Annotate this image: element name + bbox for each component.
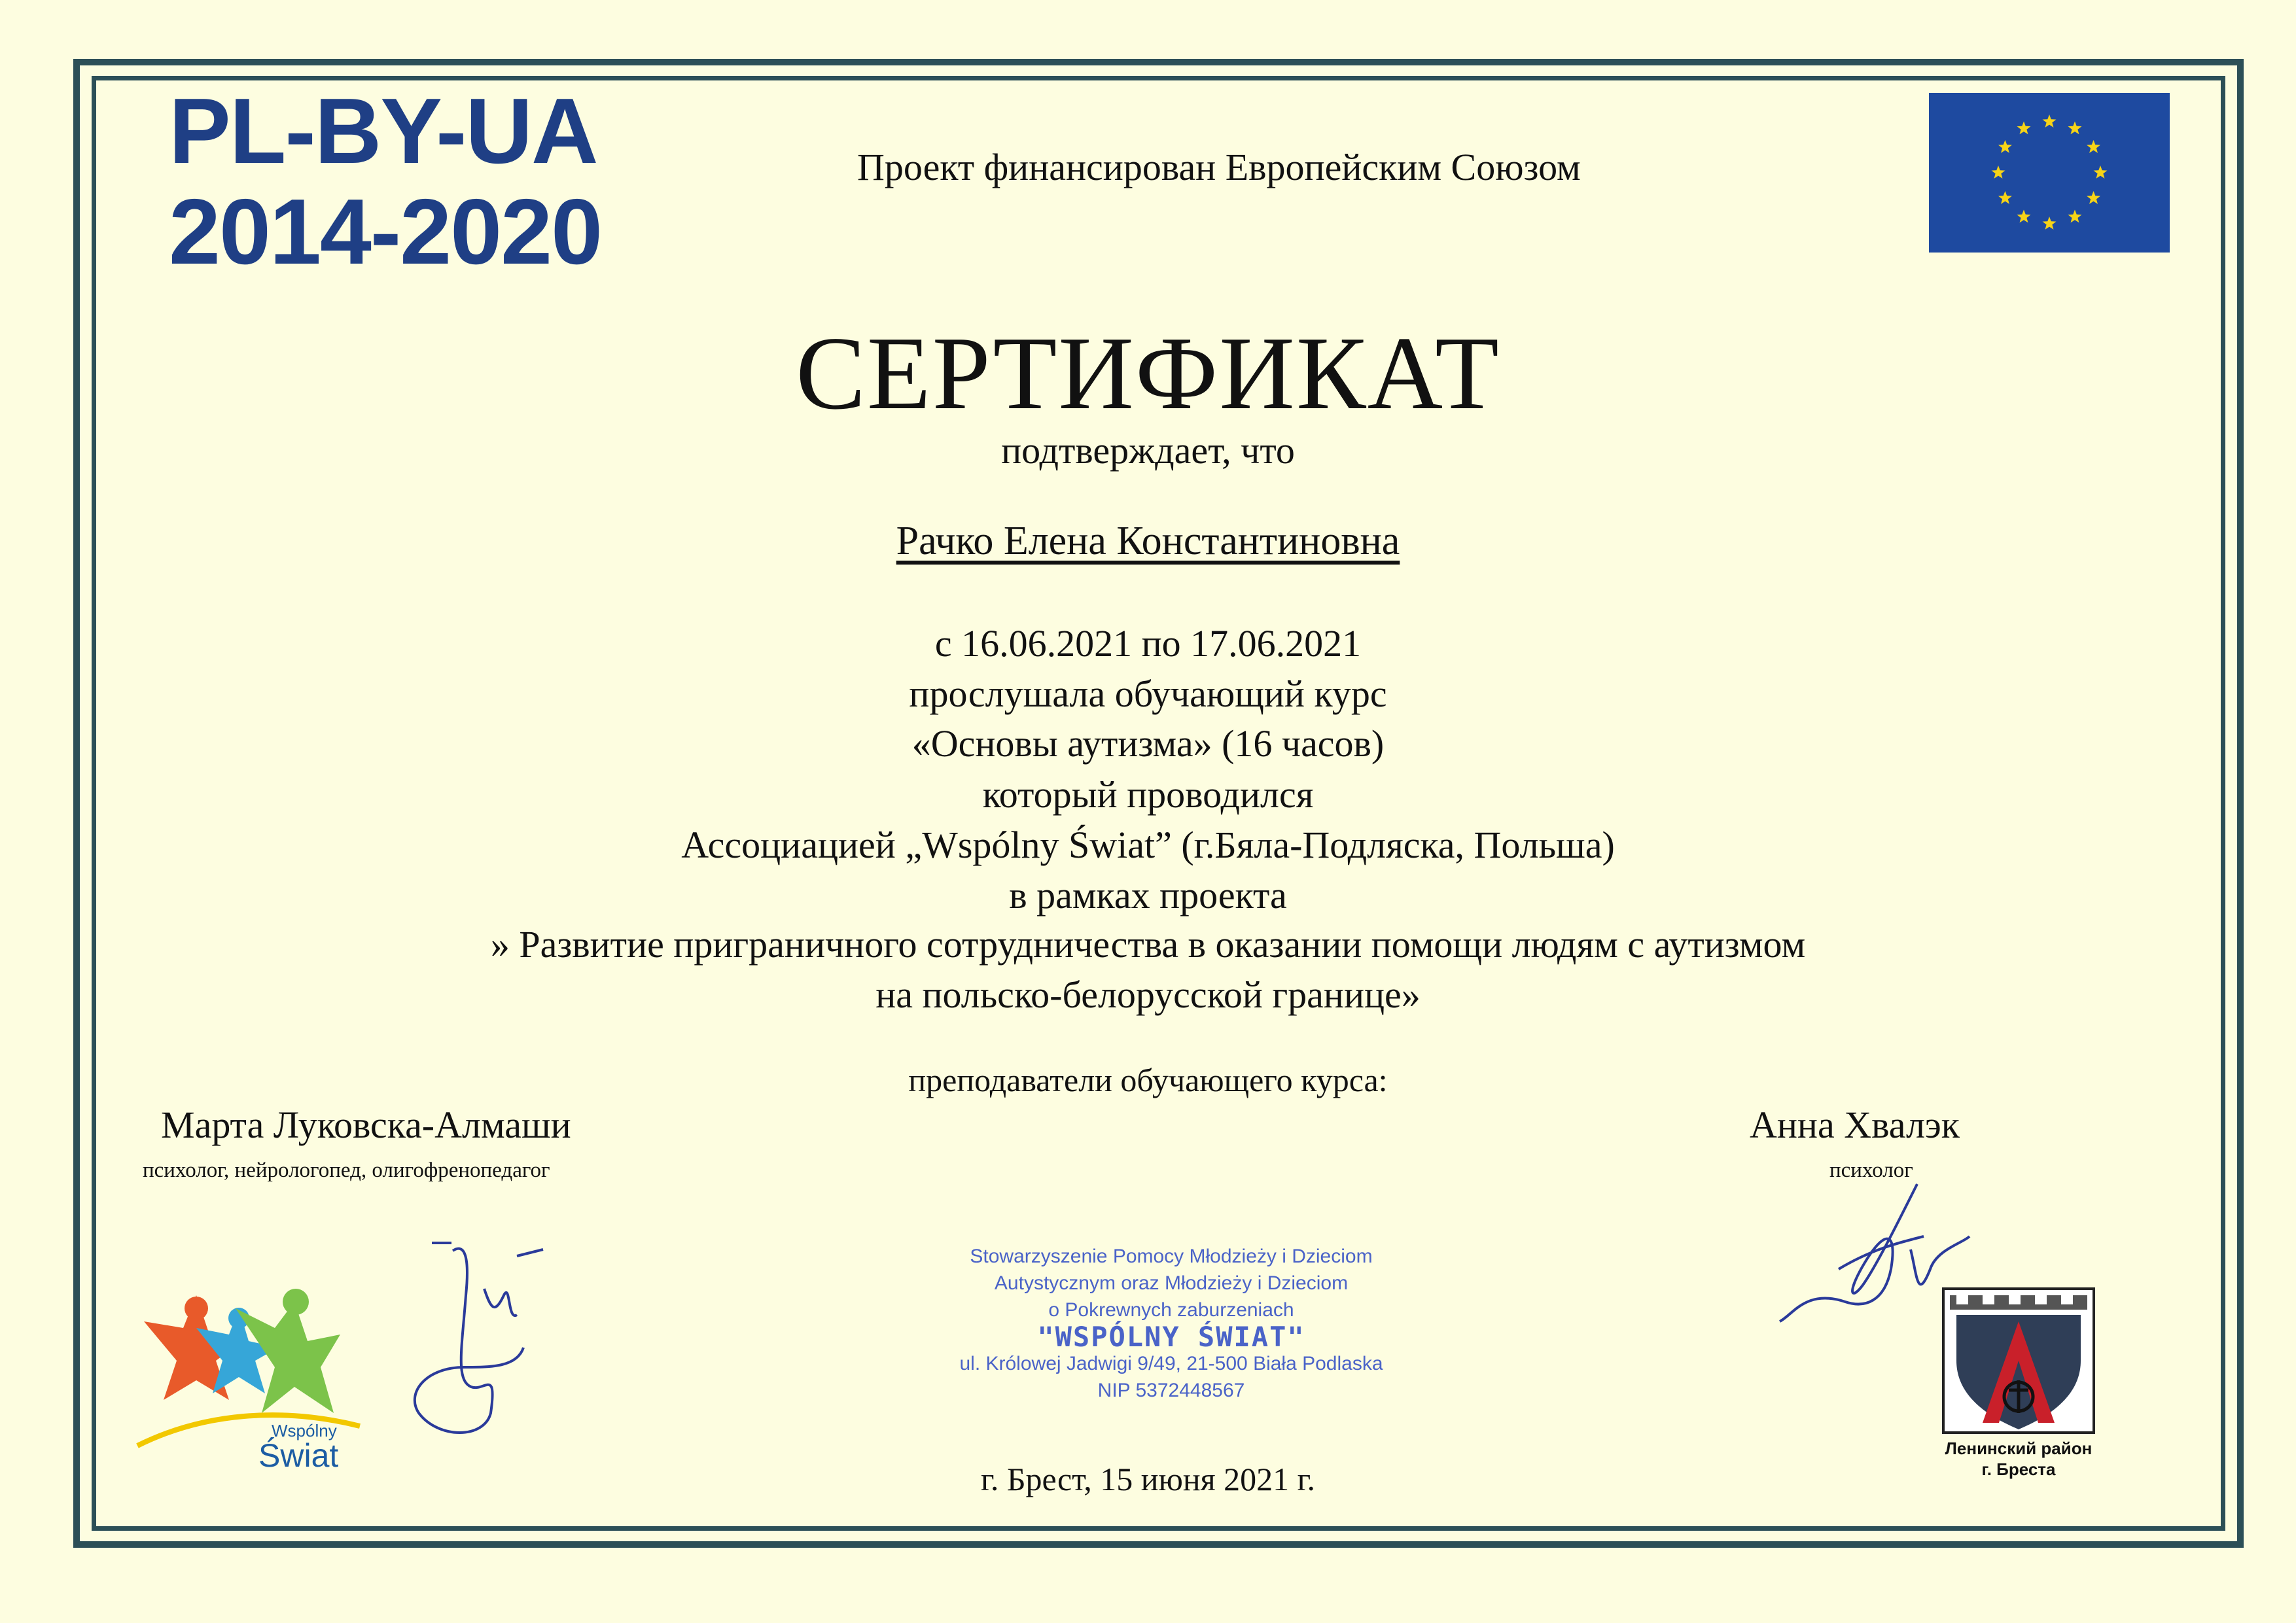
body-line: прослушала обучающий курс bbox=[909, 672, 1387, 715]
body-line: Ассоциацией „Wspólny Świat” (г.Бяла-Подляска, Польша) bbox=[681, 824, 1615, 866]
teacher-right-name: Анна Хвалэк bbox=[1750, 1104, 1960, 1146]
body-line: в рамках проекта bbox=[1009, 874, 1287, 916]
eu-star-icon bbox=[2017, 122, 2031, 135]
eu-star-icon bbox=[1998, 140, 2012, 153]
stamp-line: o Pokrewnych zaburzeniach bbox=[1048, 1299, 1294, 1321]
logo-line-1: PL-BY-UA bbox=[169, 79, 597, 183]
district-caption bbox=[1937, 1438, 2100, 1480]
funded-note: Проект финансирован Европейским Союзом bbox=[857, 146, 1581, 188]
stamp-address: ul. Królowej Jadwigi 9/49, 21-500 Biała Podlaska bbox=[959, 1353, 1383, 1374]
stamp-line: Stowarzyszenie Pomocy Młodzieży i Dzieciom bbox=[970, 1246, 1373, 1267]
eu-star-icon bbox=[2043, 217, 2057, 230]
eu-star-icon bbox=[2017, 210, 2031, 223]
recipient-name: Рачко Елена Константиновна bbox=[896, 519, 1400, 563]
signature-left-icon bbox=[393, 1217, 563, 1452]
confirms-text: подтверждает, что bbox=[1001, 429, 1295, 472]
district-emblem-icon bbox=[1937, 1282, 2100, 1439]
body-line: на польско-белорусской границе» bbox=[875, 973, 1421, 1016]
eu-star-icon bbox=[2043, 114, 2057, 128]
logo-line-2: 2014-2020 bbox=[169, 180, 602, 284]
body-line: «Основы аутизма» (16 часов) bbox=[911, 722, 1385, 765]
teachers-label: преподаватели обучающего курса: bbox=[908, 1062, 1388, 1098]
stamp-org: "WSPÓLNY ŚWIAT" bbox=[1037, 1321, 1305, 1353]
body-line: который проводился bbox=[982, 773, 1314, 816]
district-caption-line: Ленинский район bbox=[1945, 1439, 2093, 1458]
eu-star-icon bbox=[2087, 140, 2100, 153]
place-date: г. Брест, 15 июня 2021 г. bbox=[980, 1461, 1316, 1497]
stamp-nip: NIP 5372448567 bbox=[1097, 1380, 1245, 1401]
stamp-line: Autystycznym oraz Młodzieży i Dzieciom bbox=[994, 1272, 1349, 1294]
eu-star-icon bbox=[2087, 191, 2100, 204]
teacher-right-role: психолог bbox=[1829, 1159, 1913, 1182]
eu-star-icon bbox=[2068, 122, 2082, 135]
district-caption-line: г. Бреста bbox=[1981, 1459, 2056, 1479]
pl-by-ua-logo bbox=[169, 79, 614, 284]
certificate-title: СЕРТИФИКАТ bbox=[796, 315, 1500, 431]
body-line: с 16.06.2021 по 17.06.2021 bbox=[934, 622, 1362, 665]
recipient-block bbox=[0, 518, 2296, 565]
eu-star-icon bbox=[2094, 166, 2108, 179]
teacher-left-name: Марта Луковска-Алмаши bbox=[161, 1104, 571, 1146]
district-logo bbox=[1937, 1282, 2100, 1485]
eu-flag-icon bbox=[1929, 93, 2170, 253]
eu-star-icon bbox=[1992, 166, 2005, 179]
ws-logo-small: Wspólny bbox=[272, 1421, 337, 1440]
teacher-left-role: психолог, нейрологопед, олигофренопедагог bbox=[143, 1159, 550, 1182]
ws-logo-big: Świat bbox=[258, 1437, 339, 1474]
eu-star-icon bbox=[2068, 210, 2082, 223]
organization-stamp bbox=[942, 1243, 1400, 1404]
wspolny-swiat-logo bbox=[124, 1282, 373, 1478]
eu-star-icon bbox=[1998, 191, 2012, 204]
body-line: » Развитие приграничного сотрудничества в оказании помощи людям с аутизмом bbox=[490, 923, 1806, 966]
